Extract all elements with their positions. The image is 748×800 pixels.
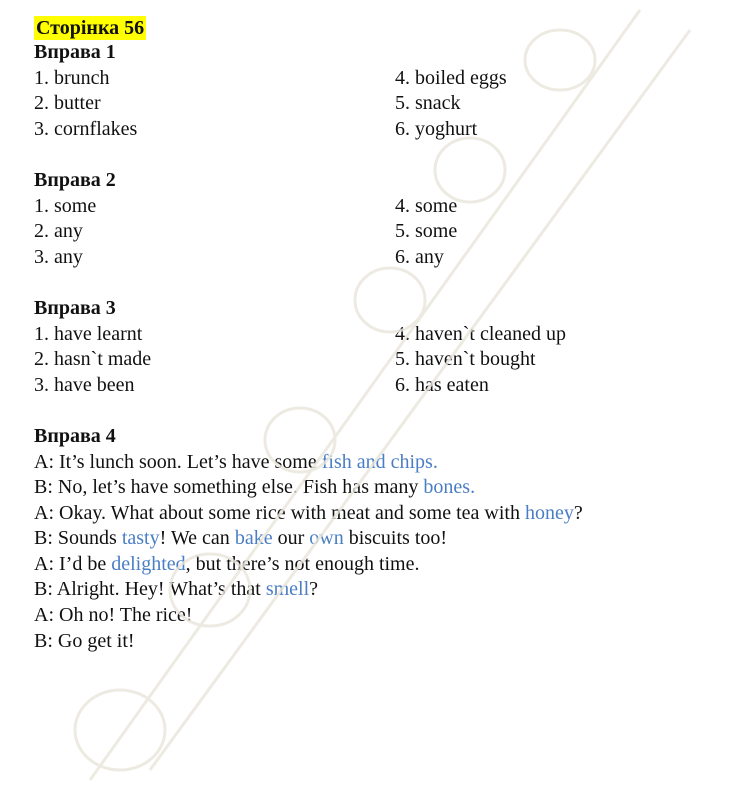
exercise-2	[34, 168, 734, 270]
dialogue-line: B: No, let’s have something else. Fish has many bones.	[34, 476, 476, 499]
answer-item: 4. boiled eggs	[395, 66, 507, 89]
dialogue-line: B: Alright. Hey! What’s that smell?	[34, 578, 319, 601]
answer-item: 4. some	[395, 194, 458, 217]
page-label: Сторінка 56	[36, 17, 145, 39]
exercise-3	[34, 296, 734, 398]
exercise-title: Вправа 1	[34, 41, 116, 63]
dialogue-line: A: I’d be delighted, but there’s not enough time.	[34, 552, 420, 575]
dialogue-line: B: Go get it!	[34, 629, 135, 652]
answer-word: honey	[524, 501, 574, 524]
answer-word: smell	[265, 578, 310, 601]
dialogue-line: B: Sounds tasty! We can bake our own biscuits too!	[34, 527, 448, 550]
exercise-title: Вправа 4	[34, 424, 116, 447]
dialogue-line: A: Okay. What about some rice with meat and some tea with honey?	[34, 501, 583, 524]
answer-item: 2. any	[34, 220, 83, 243]
answer-item: 2. butter	[34, 92, 101, 115]
answer-item: 1. some	[34, 194, 97, 217]
answer-item: 3. any	[34, 245, 83, 268]
answer-item: 6. any	[395, 245, 444, 268]
answer-item: 5. haven`t bought	[395, 348, 536, 371]
answer-item: 3. have been	[34, 373, 135, 396]
answer-word: delighted	[111, 552, 186, 575]
dialogue-line: A: It’s lunch soon. Let’s have some fish and chips.	[34, 450, 438, 473]
answer-item: 4. haven`t cleaned up	[395, 322, 567, 345]
exercise-4	[34, 424, 734, 654]
dialogue-line: A: Oh no! The rice!	[34, 604, 193, 627]
answer-item: 2. hasn`t made	[34, 348, 152, 371]
exercise-1	[34, 40, 734, 142]
answer-item: 3. cornflakes	[34, 117, 138, 140]
exercise-title: Вправа 3	[34, 296, 116, 319]
answer-word: bones.	[423, 476, 476, 499]
answer-word: tasty	[121, 527, 160, 550]
answer-word: fish and chips.	[321, 450, 438, 473]
answer-page	[34, 16, 734, 654]
exercise-title: Вправа 2	[34, 168, 116, 191]
answer-word: own	[309, 527, 344, 550]
answer-item: 5. snack	[395, 92, 461, 115]
answer-item: 5. some	[395, 220, 458, 243]
answer-item: 1. brunch	[34, 66, 110, 89]
answer-item: 6. yoghurt	[395, 117, 478, 140]
answer-item: 1. have learnt	[34, 322, 143, 345]
answer-word: bake	[234, 527, 273, 550]
answer-item: 6. has eaten	[395, 373, 489, 396]
